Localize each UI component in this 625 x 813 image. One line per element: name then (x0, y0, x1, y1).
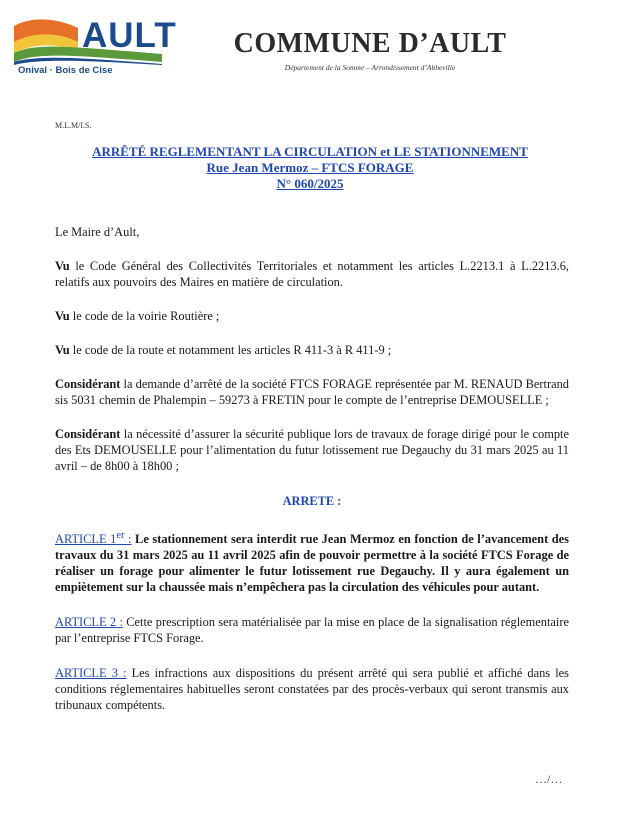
considerant-lead: Considérant (55, 427, 121, 441)
vu-paragraph-3 (55, 342, 569, 358)
ault-logo (12, 12, 177, 78)
article-1 (55, 528, 569, 595)
vu-lead: Vu (55, 309, 70, 323)
vu-lead: Vu (55, 343, 70, 357)
vu-text: le code de la voirie Routière ; (69, 309, 220, 323)
vu-paragraph-1 (55, 258, 569, 290)
article-1-superscript: er (116, 530, 125, 541)
article-2 (55, 614, 569, 646)
considerant-paragraph-1 (55, 376, 569, 408)
arrete-title (40, 144, 580, 192)
continuation-mark: …/… (535, 772, 563, 786)
article-3 (55, 665, 569, 713)
article-3-label: ARTICLE 3 : (55, 666, 127, 681)
logo-subtitle: Onival · Bois de Cise (18, 65, 113, 76)
commune-subtitle: Département de la Somme – Arrondissement d’Abbeville (284, 63, 456, 72)
document-reference: M.L.M/I.S. (55, 121, 92, 130)
considerant-lead: Considérant (55, 377, 121, 391)
arrete-heading: ARRETE : (282, 494, 342, 508)
article-2-label: ARTICLE 2 : (55, 615, 123, 630)
considerant-text: la demande d’arrêté de la société FTCS FORAGE représentée par M. RENAUD Bertrand sis 5031 chemin de Phalempin – 59273 à FRETIN pour le compte de l’entreprise DEMOUSELLE ; (55, 377, 569, 407)
vu-lead: Vu (55, 259, 70, 273)
title-line-1: ARRÊTÉ REGLEMENTANT LA CIRCULATION et LE STATIONNEMENT (92, 144, 528, 159)
article-3-text: Les infractions aux dispositions du présent arrêté qui sera publié et affiché dans les conditions réglementaires habituelles seront constatées par des procès-verbaux qui seront transmis aux tribunaux compétents. (55, 666, 570, 713)
considerant-text: la nécessité d’assurer la sécurité publique lors de travaux de forage dirigé pour le compte des Ets DEMOUSELLE pour l’alimentation du futur lotissement rue Degauchy du 31 mars 2025 au 11 avril – de 8h00 à 18h00 ; (55, 427, 569, 473)
vu-text: le code de la route et notamment les articles R 411-3 à R 411-9 ; (69, 343, 392, 357)
article-1-label: ARTICLE 1er : (55, 530, 132, 547)
article-2-text: Cette prescription sera matérialisée par la mise en place de la signalisation réglementaire par l’entreprise FTCS Forage. (55, 615, 570, 646)
vu-paragraph-2 (55, 308, 569, 324)
commune-title: COMMUNE D’AULT (233, 28, 507, 59)
title-line-2: Rue Jean Mermoz – FTCS FORAGE (206, 160, 414, 175)
salutation: Le Maire d’Ault, (55, 225, 140, 239)
logo-name: AULT (82, 16, 177, 55)
vu-text: le Code Général des Collectivités Territoriales et notamment les articles L.2213.1 à L.2213.6, relatifs aux pouvoirs des Maires en matière de circulation. (55, 259, 569, 289)
title-line-3: N° 060/2025 (276, 176, 344, 191)
document-body (55, 224, 569, 713)
considerant-paragraph-2 (55, 426, 569, 474)
article-1-text: Le stationnement sera interdit rue Jean Mermoz en fonction de l’avancement des travaux du 31 mars 2025 au 11 avril 2025 afin de pouvoir permettre à la société FTCS Forage de réaliser un forage pour alimenter le futur lotissement rue Degauchy. Il y aura également un empiètement sur la chaussée mais n’empêchera pas la circulation des véhicules pour autant. (55, 532, 570, 595)
